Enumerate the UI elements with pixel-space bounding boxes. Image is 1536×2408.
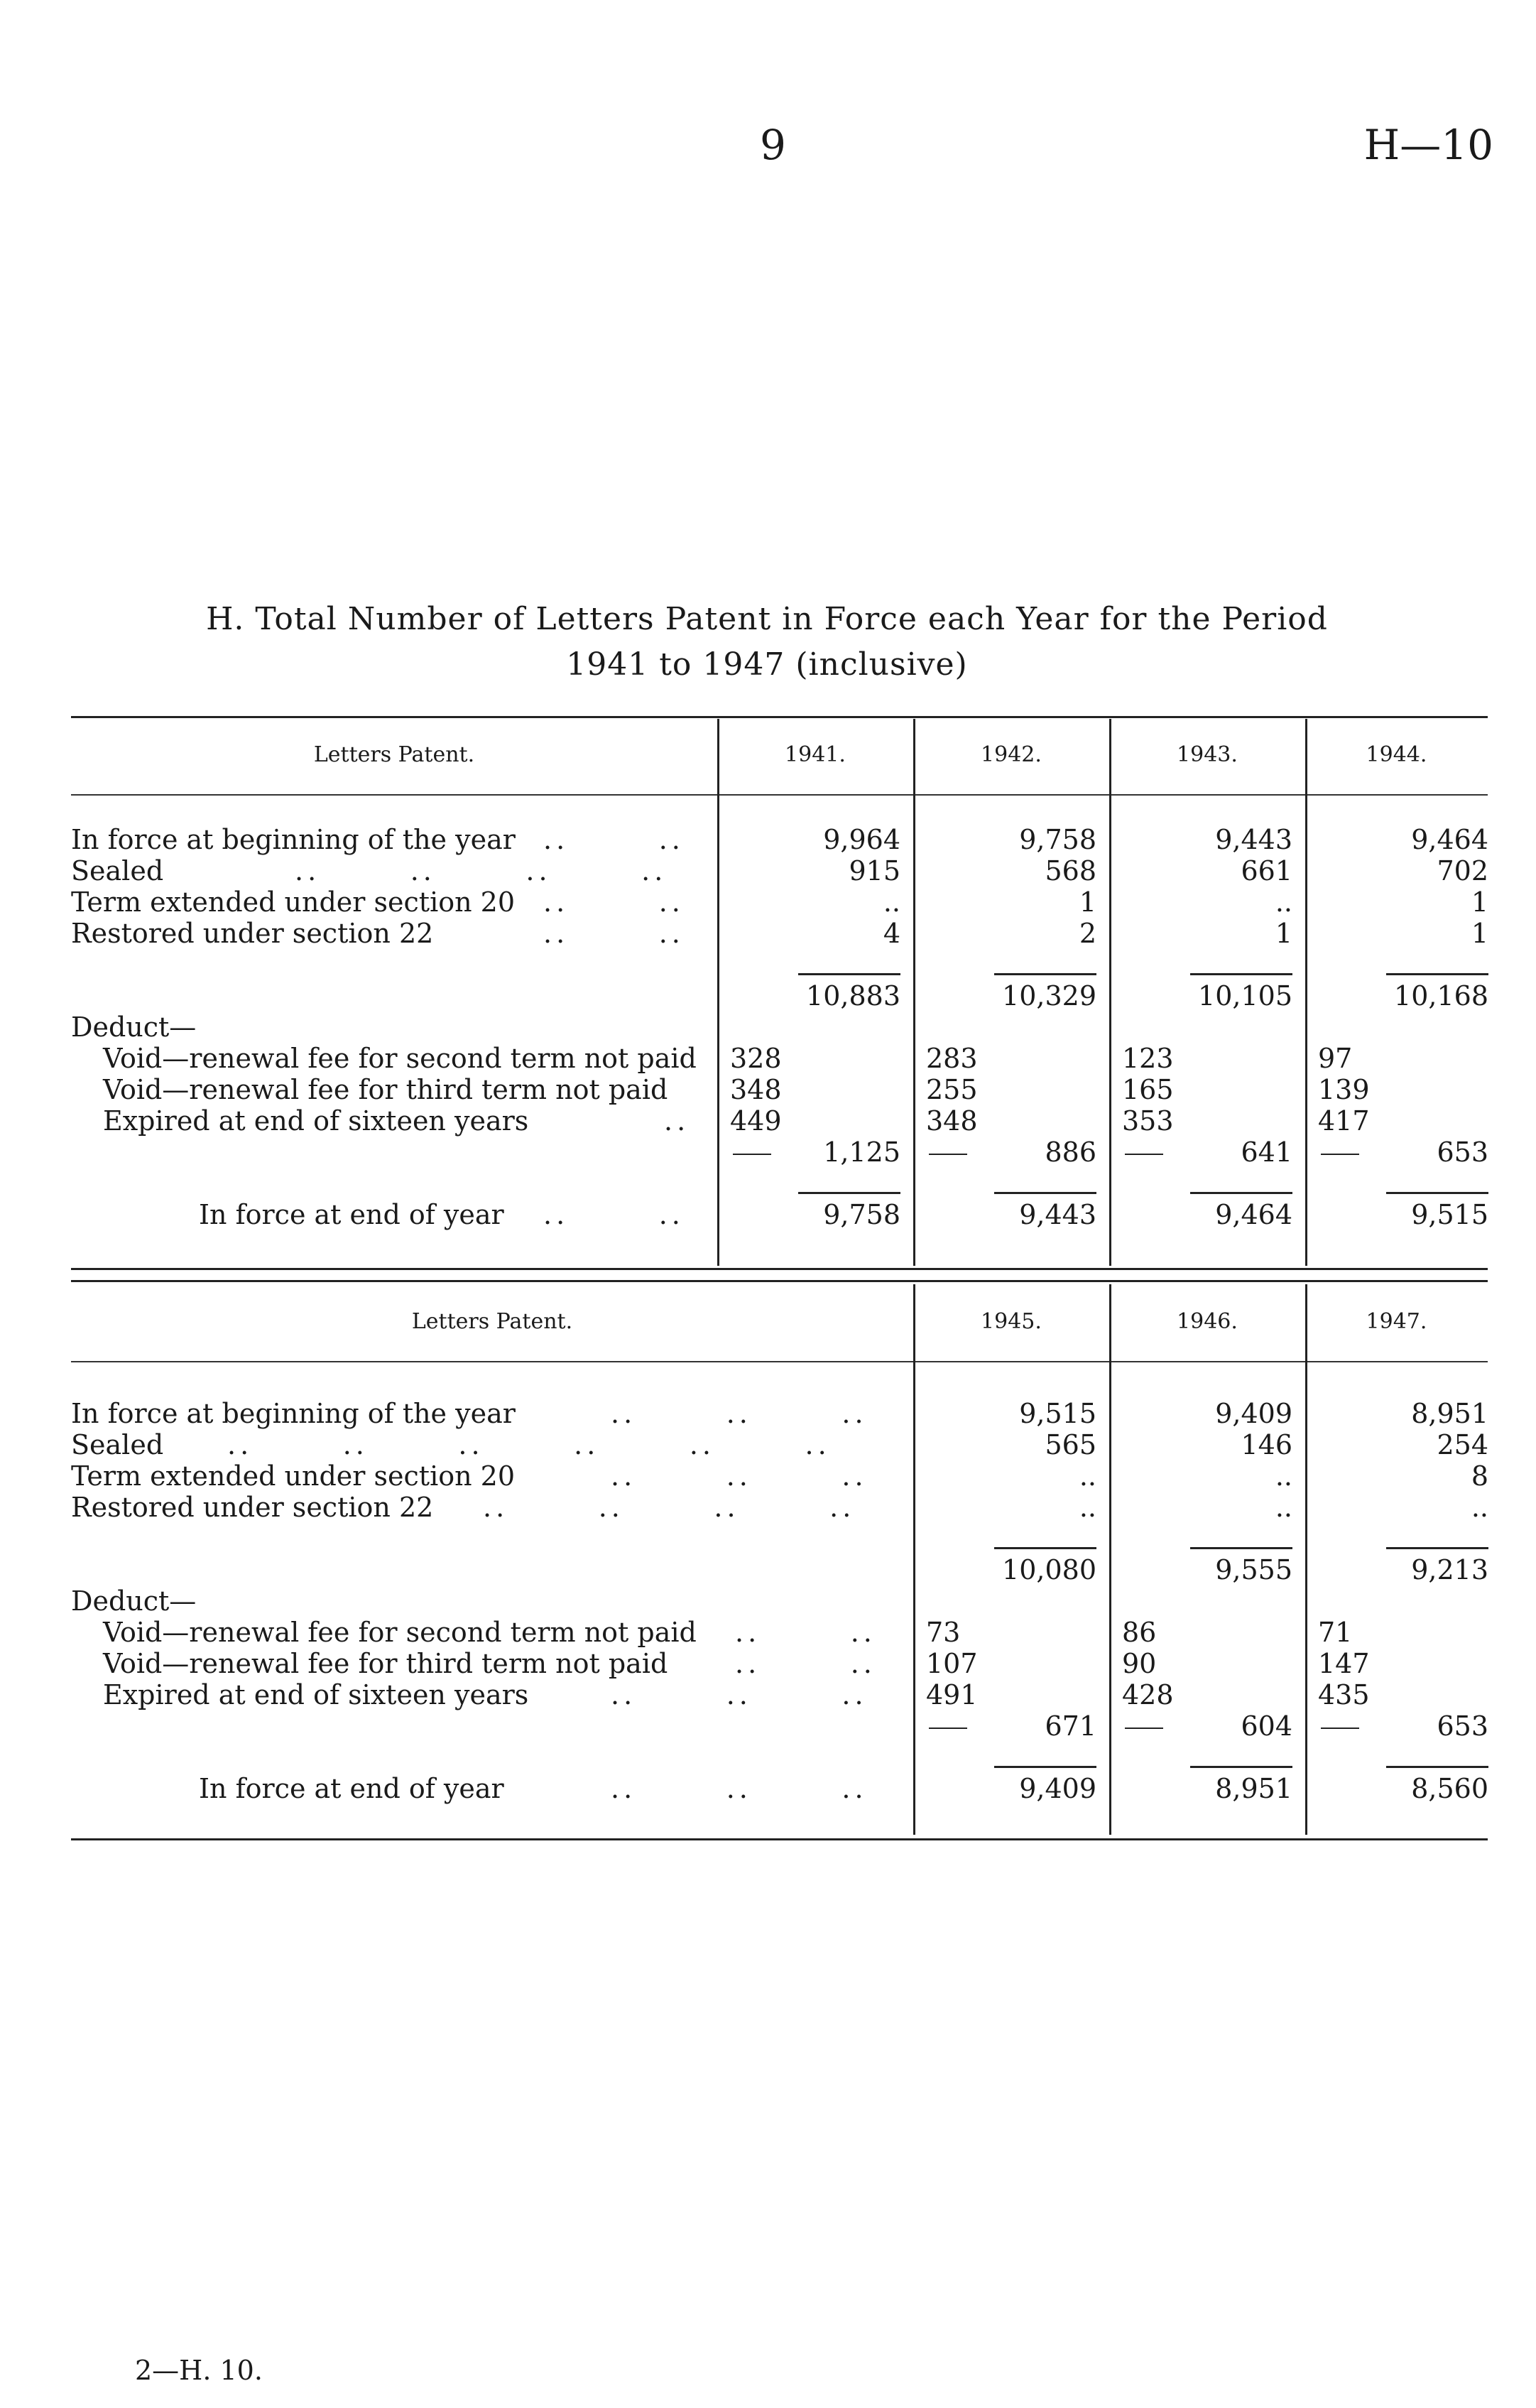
t1-label-void-third: Void—renewal fee for third term not paid — [103, 1074, 668, 1105]
t1-cell-deduct-total: 1,125 — [823, 1137, 900, 1168]
table1-vline-4 — [1305, 719, 1307, 1266]
t2-sum-rule — [1190, 1766, 1292, 1768]
t2-leader-dots: .. .. .. .. .. .. — [227, 1429, 831, 1460]
t1-sum-rule — [1190, 973, 1292, 975]
t1-sum-rule — [994, 1192, 1096, 1194]
t1-cell-deduct-total: 653 — [1437, 1137, 1488, 1168]
table2-year-1: 1945. — [981, 1309, 1042, 1334]
t2-cell-expired: 491 — [926, 1679, 978, 1710]
t2-cell-void-second: 71 — [1318, 1617, 1353, 1648]
t1-cell-end: 9,464 — [1215, 1199, 1292, 1230]
t2-sum-rule — [1386, 1766, 1488, 1768]
table2-header-rule — [71, 1361, 1488, 1362]
t2-leader-dots: .. .. — [735, 1648, 876, 1679]
t2-cell-deduct-total: 671 — [1045, 1710, 1096, 1742]
t1-cell-void-third: 255 — [926, 1074, 978, 1105]
t1-sum-rule — [994, 973, 1096, 975]
t1-cell-extended: .. — [883, 886, 900, 918]
t2-cell-restored: .. — [1079, 1492, 1096, 1523]
t1-cell-expired: 417 — [1318, 1105, 1370, 1137]
t1-leader-dots: .. .. — [543, 918, 685, 949]
t1-cell-expired: 449 — [730, 1105, 782, 1137]
t1-cell-begin: 9,464 — [1411, 824, 1488, 855]
t1-cell-sealed: 568 — [1045, 855, 1096, 886]
t2-cell-void-third: 90 — [1122, 1648, 1157, 1679]
table2-bottom-rule — [71, 1838, 1488, 1840]
t2-cell-sealed: 254 — [1437, 1429, 1488, 1460]
t1-cell-begin: 9,443 — [1215, 824, 1292, 855]
table2-year-3: 1947. — [1366, 1309, 1427, 1334]
t1-label-void-second: Void—renewal fee for second term not paid — [103, 1043, 697, 1074]
t1-cell-void-second: 123 — [1122, 1043, 1174, 1074]
t1-sum-rule — [1190, 1192, 1292, 1194]
t2-sum-rule — [994, 1547, 1096, 1549]
t2-cell-subtotal: 10,080 — [1002, 1554, 1096, 1585]
t2-label-term-extended: Term extended under section 20 — [71, 1460, 516, 1492]
t2-leader-dots: .. .. .. .. — [483, 1492, 856, 1523]
table2-top-rule — [71, 1280, 1488, 1282]
table1-year-3: 1943. — [1177, 742, 1238, 767]
page-number: 9 — [760, 121, 786, 169]
table2-vline-2 — [1109, 1284, 1111, 1835]
table2-vline-1 — [913, 1284, 915, 1835]
t1-cell-subtotal: 10,329 — [1002, 980, 1096, 1012]
table1-year-1: 1941. — [785, 742, 846, 767]
t1-cell-void-second: 283 — [926, 1043, 978, 1074]
t2-cell-expired: 428 — [1122, 1679, 1174, 1710]
table2-label-header: Letters Patent. — [411, 1309, 573, 1334]
t1-cell-void-third: 348 — [730, 1074, 782, 1105]
t2-leader-dots: .. .. .. — [611, 1773, 868, 1804]
t2-cell-restored: .. — [1275, 1492, 1292, 1523]
title-line-1: H. Total Number of Letters Patent in Force each Year for the Period — [206, 601, 1328, 637]
t2-cell-expired: 435 — [1318, 1679, 1370, 1710]
t1-cell-restored: 1 — [1471, 918, 1488, 949]
t1-cell-subtotal: 10,168 — [1394, 980, 1488, 1012]
t2-leader-dots: .. .. .. — [611, 1398, 868, 1429]
t1-label-expired: Expired at end of sixteen years — [103, 1105, 529, 1137]
t1-cell-sealed: 702 — [1437, 855, 1488, 886]
t1-cell-sealed: 661 — [1241, 855, 1292, 886]
t2-cell-end: 8,560 — [1411, 1773, 1488, 1804]
t1-cell-sealed: 915 — [849, 855, 900, 886]
t2-cell-sealed: 565 — [1045, 1429, 1096, 1460]
table1-year-2: 1942. — [981, 742, 1042, 767]
t2-sum-rule — [1190, 1547, 1292, 1549]
t1-cell-extended: .. — [1275, 886, 1292, 918]
t2-label-void-second: Void—renewal fee for second term not paid — [103, 1617, 697, 1648]
t1-cell-restored: 2 — [1079, 918, 1096, 949]
t1-cell-void-second: 97 — [1318, 1043, 1353, 1074]
table1-header-rule — [71, 794, 1488, 796]
t1-cell-expired: 348 — [926, 1105, 978, 1137]
t1-cell-void-third: 165 — [1122, 1074, 1174, 1105]
t2-sum-rule — [994, 1766, 1096, 1768]
table1-label-header: Letters Patent. — [313, 742, 475, 767]
t2-label-in-force-end: In force at end of year — [199, 1773, 504, 1804]
t1-cell-restored: 1 — [1275, 918, 1292, 949]
t2-sum-rule — [1386, 1547, 1488, 1549]
t1-label-deduct: Deduct— — [71, 1012, 197, 1043]
t1-label-term-extended: Term extended under section 20 — [71, 886, 516, 918]
t2-cell-void-second: 86 — [1122, 1617, 1157, 1648]
t1-sum-rule — [1386, 973, 1488, 975]
t1-cell-extended: 1 — [1471, 886, 1488, 918]
t2-cell-begin: 9,409 — [1215, 1398, 1292, 1429]
table1-vline-3 — [1109, 719, 1111, 1266]
t1-cell-expired: 353 — [1122, 1105, 1174, 1137]
title-line-2: 1941 to 1947 (inclusive) — [566, 646, 968, 683]
table1-vline-1 — [717, 719, 719, 1266]
t1-cell-end: 9,515 — [1411, 1199, 1488, 1230]
t2-cell-restored: .. — [1471, 1492, 1488, 1523]
t1-cell-void-third: 139 — [1318, 1074, 1370, 1105]
table1-top-rule — [71, 716, 1488, 718]
t2-cell-void-third: 147 — [1318, 1648, 1370, 1679]
t1-cell-restored: 4 — [883, 918, 900, 949]
t1-label-in-force-begin: In force at beginning of the year — [71, 824, 516, 855]
t1-cell-void-second: 328 — [730, 1043, 782, 1074]
t1-sum-rule — [1386, 1192, 1488, 1194]
t2-label-deduct: Deduct— — [71, 1585, 197, 1617]
t2-cell-deduct-total: 604 — [1241, 1710, 1292, 1742]
table1-vline-2 — [913, 719, 915, 1266]
t1-leader-dots: .. .. — [543, 824, 685, 855]
t1-cell-extended: 1 — [1079, 886, 1096, 918]
t2-label-restored: Restored under section 22 — [71, 1492, 434, 1523]
t2-cell-extended: .. — [1079, 1460, 1096, 1492]
t2-label-sealed: Sealed — [71, 1429, 164, 1460]
t1-leader-dots: .. — [664, 1105, 690, 1137]
t1-cell-begin: 9,964 — [823, 824, 900, 855]
t1-cell-deduct-total: 641 — [1241, 1137, 1292, 1168]
t1-label-restored: Restored under section 22 — [71, 918, 434, 949]
t1-cell-end: 9,758 — [823, 1199, 900, 1230]
t2-cell-subtotal: 9,213 — [1411, 1554, 1488, 1585]
t2-leader-dots: .. .. — [735, 1617, 876, 1648]
t2-leader-dots: .. .. .. — [611, 1460, 868, 1492]
t2-cell-extended: .. — [1275, 1460, 1292, 1492]
t2-cell-begin: 9,515 — [1019, 1398, 1096, 1429]
t2-label-void-third: Void—renewal fee for third term not paid — [103, 1648, 668, 1679]
t2-cell-subtotal: 9,555 — [1215, 1554, 1292, 1585]
table1-bottom-rule — [71, 1268, 1488, 1270]
t2-cell-void-second: 73 — [926, 1617, 961, 1648]
t1-cell-begin: 9,758 — [1019, 824, 1096, 855]
page-code: H—10 — [1363, 121, 1493, 169]
table1-year-4: 1944. — [1366, 742, 1427, 767]
t2-cell-deduct-total: 653 — [1437, 1710, 1488, 1742]
t1-sum-rule — [798, 1192, 900, 1194]
t1-cell-subtotal: 10,105 — [1198, 980, 1292, 1012]
table2-year-2: 1946. — [1177, 1309, 1238, 1334]
t2-cell-end: 8,951 — [1215, 1773, 1292, 1804]
table-title — [71, 597, 1463, 688]
t1-sum-rule — [798, 973, 900, 975]
t2-label-in-force-begin: In force at beginning of the year — [71, 1398, 516, 1429]
t1-label-in-force-end: In force at end of year — [199, 1199, 504, 1230]
t2-cell-extended: 8 — [1471, 1460, 1488, 1492]
t2-leader-dots: .. .. .. — [611, 1679, 868, 1710]
t1-label-sealed: Sealed — [71, 855, 164, 886]
t1-cell-end: 9,443 — [1019, 1199, 1096, 1230]
t1-leader-dots: .. .. .. .. — [295, 855, 668, 886]
t1-cell-deduct-total: 886 — [1045, 1137, 1096, 1168]
t2-cell-end: 9,409 — [1019, 1773, 1096, 1804]
table2-vline-3 — [1305, 1284, 1307, 1835]
t1-leader-dots: .. .. — [543, 1199, 685, 1230]
footer-code: 2—H. 10. — [135, 2355, 263, 2386]
t2-cell-begin: 8,951 — [1411, 1398, 1488, 1429]
t2-cell-sealed: 146 — [1241, 1429, 1292, 1460]
t2-label-expired: Expired at end of sixteen years — [103, 1679, 529, 1710]
t1-cell-subtotal: 10,883 — [806, 980, 900, 1012]
t1-leader-dots: .. .. — [543, 886, 685, 918]
t2-cell-void-third: 107 — [926, 1648, 978, 1679]
